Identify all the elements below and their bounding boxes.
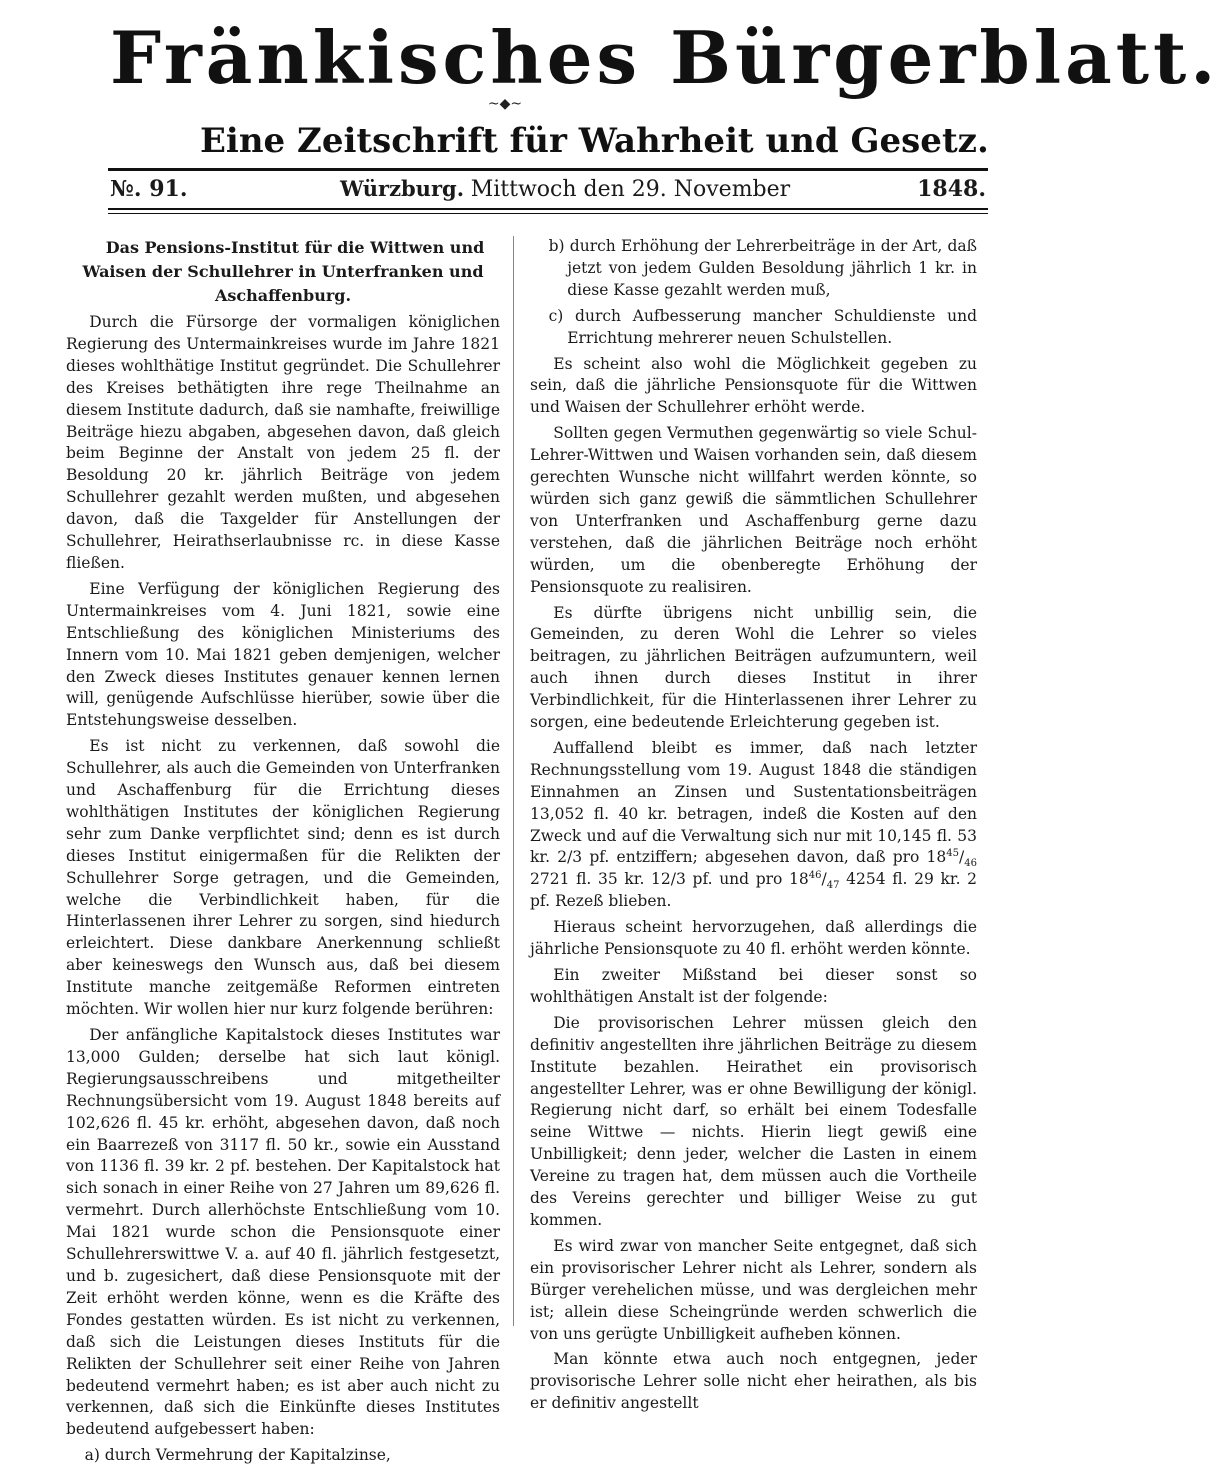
text-run: 4254 fl. 29 kr. 2 pf. Rezeß blieben. — [530, 870, 978, 911]
paragraph: Durch die Fürsorge der vormaligen königlichen Regierung des Untermainkreises wurde im Jahre 1821 dieses wohlthätige Institut gegründet. Die Schullehrer des Kreises bethätigten ihre rege Theilnahme an diesem Institute dadurch, daß sie namhafte, freiwillige Beiträge hiezu abgaben, abgesehen davon, daß gleich beim Beginne der Anstalt von jedem 25 fl. der Besoldung 20 kr. jährlich Beiträge von jedem Schullehrer gezahlt werden mußten, und abgesehen davon, daß die Taxgelder für Anstellungen der Schullehrer, Heirathserlaubnisse rc. in diese Kasse fließen. — [66, 313, 500, 572]
article-heading: Das Pensions-Institut für die Wittwen und Waisen der Schullehrer in Unterfranken und Aschaffenburg. — [82, 238, 485, 305]
place-date — [340, 176, 790, 202]
paragraph: Der anfängliche Kapitalstock dieses Institutes war 13,000 Gulden; derselbe hat sich laut königl. Regierungsausschreibens und mitgetheilter Rechnungsübersicht vom 19. August 1848 bereits auf 102,626 fl. 45 kr. erhöht, abgesehen davon, daß noch ein Baarrezeß von 3117 fl. 50 kr., sowie ein Ausstand von 1136 fl. 39 kr. 2 pf. bestehen. Der Kapitalstock hat sich sonach in einer Reihe von 27 Jahren um 89,626 fl. vermehrt. Durch allerhöchste Entschließung vom 10. Mai 1821 wurde schon die Pensionsquote einer Schullehrerswittwe V. a. auf 40 fl. jährlich festgesetzt, und b. zugesichert, daß diese Pensionsquote mit der Zeit erhöht werden könne, wenn es die Kräfte des Fondes gestatten würden. Es ist nicht zu verkennen, daß sich die Leistungen dieses Instituts für die Relikten der Schullehrer seit einer Reihe von Jahren bedeutend vermehrt haben; es ist aber auch nicht zu verkennen, daß sich die Einkünfte dieses Institutes bedeutend aufgebessert haben: — [66, 1026, 500, 1439]
fraction: 2/3 — [557, 848, 583, 867]
year-superscript: 46 — [808, 870, 822, 882]
paragraph: Eine Verfügung der königlichen Regierung des Untermainkreises vom 4. Juni 1821, sowie eine Entschließung des königlichen Ministeriums des Innern vom 10. Mai 1821 geben demjenigen, welcher den Zweck dieses Institutes genauer kennen lernen will, genügende Aufschlüsse hierüber, sowie über die Entstehungsweise desselben. — [66, 579, 500, 730]
text-run: 2721 fl. 35 kr. 1 — [530, 870, 661, 889]
year-subscript: 47 — [826, 880, 840, 892]
date: Mittwoch den 29. November — [470, 177, 791, 202]
paragraph: Die provisorischen Lehrer müssen gleich den definitiv angestellten ihre jährlichen Beiträge zu diesem Institute bezahlen. Heirathet ein provisorisch angestellter Lehrer, was er ohne Bewilligung der königl. Regierung nicht darf, so erhält bei einem Todesfalle seine Wittwe — nichts. Hierin liegt gewiß eine Unbilligkeit; denn jeder, welcher die Lasten in einem Vereine zu tragen hat, dem müssen auch die Vortheile des Vereins gerechter und billiger Weise zu gut kommen. — [530, 1013, 977, 1229]
paragraph: Es ist nicht zu verkennen, daß sowohl die Schullehrer, als auch die Gemeinden von Unterfranken und Aschaffenburg für die Errichtung dieses wohlthätigen Institutes der königlichen Regierung sehr zum Danke verpflichtet sind; denn es ist durch dieses Institut einigermaßen für die Relikten der Schullehrer Sorge getragen, und die Gemeinden, welche die Verbindlichkeit haben, für die Hinterlassenen ihrer Lehrer zu sorgen, sind hiedurch erleichtert. Diese dankbare Anerkennung schließt aber keineswegs den Wunsch aus, daß bei diesem Institute manche zeitgemäße Reformen eintreten möchten. Wir wollen hier nur kurz folgende berühren: — [66, 737, 500, 1019]
paragraph: Man könnte etwa auch noch entgegnen, jeder provisorische Lehrer solle nicht eher heirathen, als bis er definitiv angestellt — [530, 1350, 977, 1413]
masthead-rule-bottom-thin — [108, 213, 988, 214]
list-item-a: a) durch Vermehrung der Kapitalzinse, — [84, 1446, 391, 1465]
issue-number: №. 91. — [110, 176, 188, 202]
paragraph: Es scheint also wohl die Möglichkeit gegeben zu sein, daß die jährliche Pensionsquote für die Wittwen und Waisen der Schullehrer erhöht werde. — [530, 354, 977, 417]
text-run: pf. und pro 18 — [692, 870, 809, 889]
column-divider — [513, 236, 514, 1326]
issue-year: 1848. — [917, 176, 986, 202]
list-item-c: c) durch Aufbesserung mancher Schuldienste und Errichtung mehrerer neuen Schulstellen. — [548, 306, 977, 347]
masthead-rule-bottom — [108, 208, 988, 210]
text-run: Auffallend bleibt es immer, daß nach letzter Rechnungsstellung vom 19. August 1848 die ständigen Einnahmen an Zinsen und Sustentationsbeiträgen 13,052 fl. 40 kr. betragen, indeß die Kosten auf den Zweck und auf die Verwaltung sich nur mit 10,145 fl. 53 kr. — [530, 738, 977, 867]
paragraph-accounts: Auffallend bleibt es immer, daß nach letzter Rechnungsstellung vom 19. August 1848 die ständigen Einnahmen an Zinsen und Sustentationsbeiträgen 13,052 fl. 40 kr. betragen, indeß die Kosten auf den Zweck und auf die Verwaltung sich nur mit 10,145 fl. 53 kr. 2/3 pf. entziffern; abgesehen davon, daß pro $18^{45}/_{46}$ 2721 fl. 35 kr. 12/3 pf. und pro $18^{46}/_{47}$ 4254 fl. 29 kr. 2 pf. Rezeß blieben. — [530, 738, 978, 911]
paragraph: Hieraus scheint hervorzugehen, daß allerdings die jährliche Pensionsquote zu 40 fl. erhöht werden könnte. — [530, 918, 977, 959]
right-column — [530, 236, 977, 1419]
list-item-b: b) durch Erhöhung der Lehrerbeiträge in der Art, daß jetzt von jedem Gulden Besoldung jährlich 1 kr. in diese Kasse gezahlt werden muß, — [548, 237, 977, 299]
year-superscript: 45 — [946, 848, 960, 860]
place: Würzburg. — [340, 176, 465, 201]
left-column — [66, 236, 500, 1471]
title-ornament: ~◆~ — [487, 96, 523, 112]
paragraph: Es dürfte übrigens nicht unbillig sein, die Gemeinden, zu deren Wohl die Lehrer so vieles beitragen, zu jährlichen Beiträgen aufzumuntern, weil auch ihnen durch dieses Institut in ihrer Verbindlichkeit, für die Hinterlassenen ihrer Lehrer zu sorgen, eine bedeutende Erleichterung gegeben ist. — [530, 603, 977, 732]
fraction: 2/3 — [660, 870, 686, 889]
issue-line — [108, 172, 988, 206]
masthead-rule-top — [108, 168, 988, 171]
paragraph: Ein zweiter Mißstand bei dieser sonst so wohlthätigen Anstalt ist der folgende: — [530, 966, 977, 1006]
newspaper-title: Fränkisches Bürgerblatt. — [110, 15, 1219, 100]
paragraph: Es wird zwar von mancher Seite entgegnet, daß sich ein provisorischer Lehrer nicht als Lehrer, sondern als Bürger verehelichen müsse, und was dergleichen mehr ist; allein diese Scheingründe werden schwerlich die von uns gerügte Unbilligkeit aufheben können. — [530, 1236, 977, 1343]
masthead — [0, 0, 1219, 232]
year-subscript: 46 — [964, 858, 977, 870]
paragraph: Sollten gegen Vermuthen gegenwärtig so viele Schul-Lehrer-Wittwen und Waisen vorhanden sein, daß diesem gerechten Wunsche nicht willfahrt werden könnte, so würden sich ganz gewiß die sämmtlichen Schullehrer von Unterfranken und Aschaffenburg gerne dazu verstehen, daß die jährlichen Beiträge noch erhöht würden, um die obenberegte Erhöhung der Pensionsquote zu realisiren. — [530, 424, 977, 596]
text-run: pf. entziffern; abgesehen davon, daß pro 18 — [589, 848, 947, 867]
newspaper-subtitle: Eine Zeitschrift für Wahrheit und Gesetz. — [200, 121, 989, 161]
